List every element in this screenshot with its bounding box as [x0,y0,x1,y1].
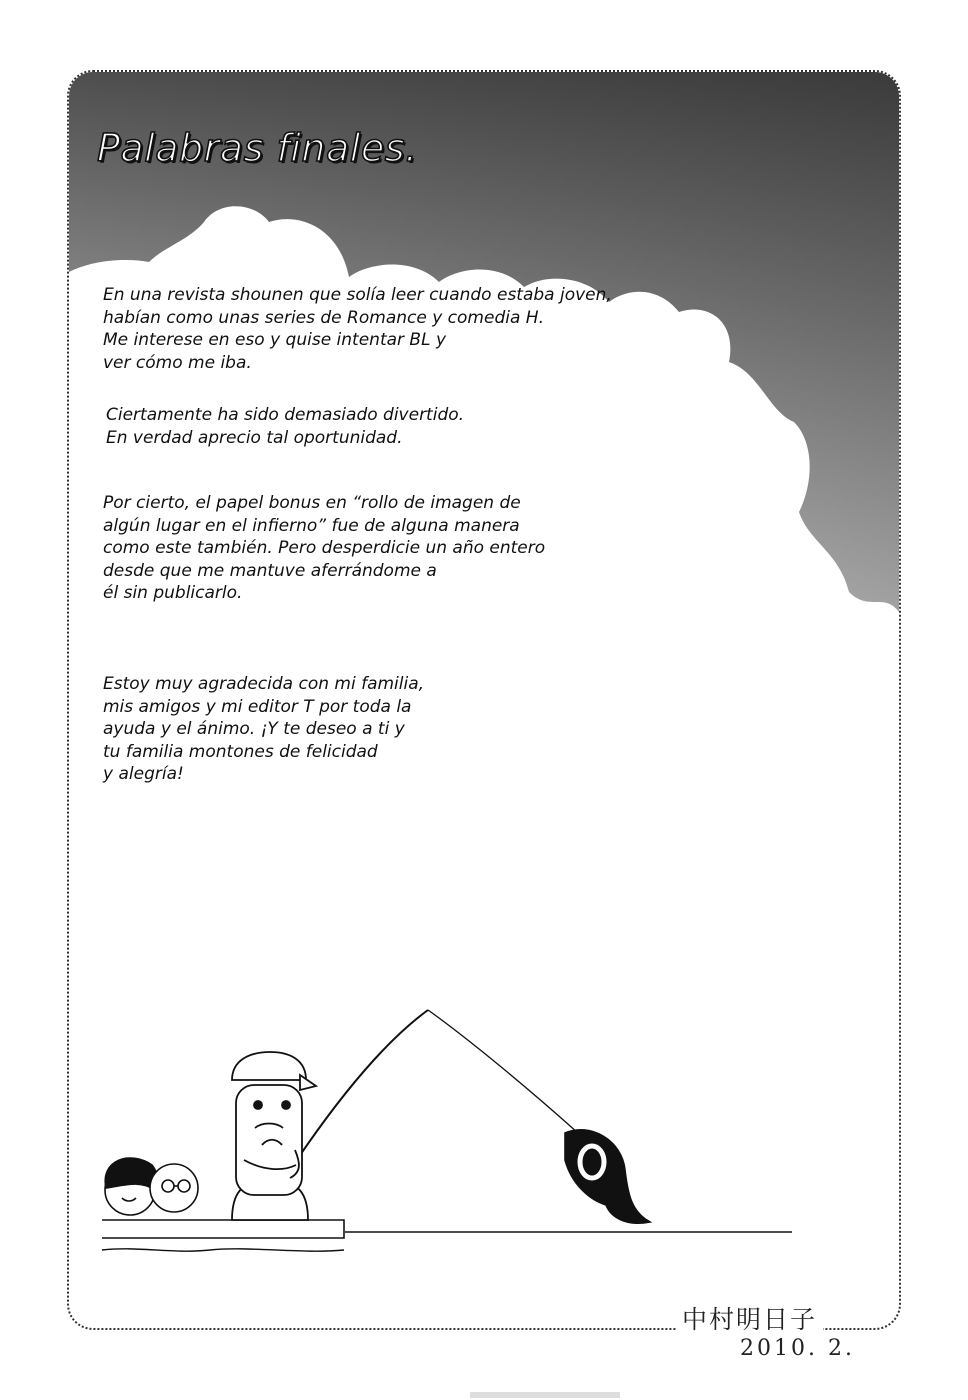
paragraph-4: Estoy muy agradecida con mi familia, mis amigos y mi editor T por toda la ayuda y el ánimo. ¡Y te deseo a ti y tu familia montones de felicidad y alegría! [103,674,425,784]
paragraph-2: Ciertamente ha sido demasiado divertido. En verdad aprecio tal oportunidad. [106,405,465,448]
child-glasses [150,1164,198,1212]
fisherman [232,1052,316,1220]
paragraph-3: Por cierto, el papel bonus en “rollo de imagen de algún lugar en el infierno” fue de alguna manera como este también. Pero desperdicie un año entero desde que me mantuve aferrándome a él sin publicarlo. [103,493,546,603]
page-bottom-tab [470,1392,620,1398]
page-title: Palabras finales. [97,126,418,170]
author-signature: 中村明日子 [676,1300,823,1336]
fishing-line [428,1010,578,1133]
signature-date: 2010. 2. [740,1336,855,1361]
fishing-rod [290,1010,428,1170]
dock [102,1220,344,1238]
fish-tail [565,1130,650,1223]
paragraph-1: En una revista shounen que solía leer cuando estaba joven, habían como unas series de Romance y comedia H. Me interese en eso y quise intentar BL y ver cómo me iba. [103,285,612,373]
water-waves [102,1249,344,1251]
